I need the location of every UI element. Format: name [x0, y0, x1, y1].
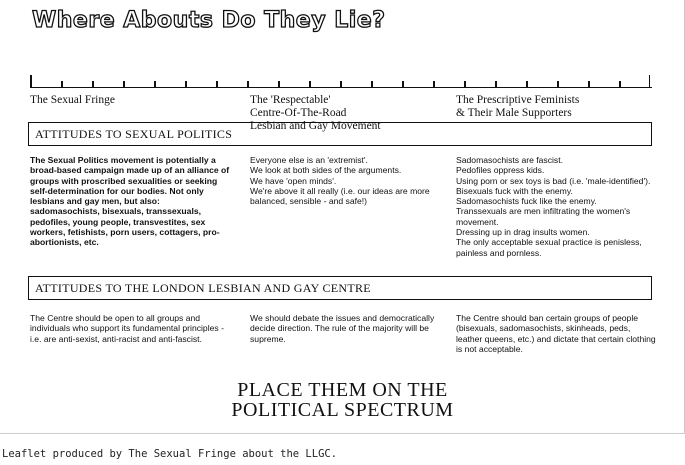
text-line: We're above it all really (i.e. our ideas are more balanced, sensible - and safe!) — [250, 185, 430, 207]
feminists-sexual-politics-text — [456, 155, 656, 258]
feminists-llgc-text: The Centre should ban certain groups of people (bisexuals, sadomasochists, skinheads, peds, leather queens, etc.) and dictate that certain clothing is not acceptable. — [456, 313, 656, 354]
heading-line: The 'Respectable' — [250, 94, 331, 106]
text-line: Pedofiles oppress kids. — [456, 165, 545, 176]
scale-tick — [185, 81, 187, 87]
image-caption: Leaflet produced by The Sexual Fringe about the LLGC. — [2, 448, 338, 460]
centre-llgc-text: We should debate the issues and democratically decide direction. The rule of the majority will be supreme. — [250, 313, 435, 344]
text-line: Dressing up in drag insults women. — [456, 227, 590, 238]
scale-tick — [154, 81, 156, 87]
scale-tick — [433, 81, 435, 87]
text-line: We look at both sides of the arguments. — [250, 165, 402, 176]
scale-tick — [30, 75, 32, 87]
text-line: Using porn or sex toys is bad (i.e. 'male-identified'). — [456, 175, 651, 186]
scale-tick — [61, 81, 63, 87]
heading-line: & Their Male Supporters — [456, 107, 572, 119]
scale-tick — [123, 81, 125, 87]
scale-tick — [649, 75, 651, 87]
scale-tick — [402, 81, 404, 87]
scale-tick — [619, 81, 621, 87]
scale-tick — [247, 81, 249, 87]
text-line: Everyone else is an 'extremist'. — [250, 155, 368, 165]
text-line: Bisexuals fuck with the enemy. — [456, 185, 573, 196]
section-heading-sexual-politics: ATTITUDES TO SEXUAL POLITICS — [28, 122, 652, 146]
text-line: We have 'open minds'. — [250, 175, 337, 186]
heading-line: Centre-Of-The-Road — [250, 107, 347, 119]
scale-tick — [278, 81, 280, 87]
heading-line: The Prescriptive Feminists — [456, 94, 580, 106]
scale-tick — [588, 81, 590, 87]
scale-tick — [309, 81, 311, 87]
scale-tick — [340, 81, 342, 87]
column-heading-feminists — [456, 94, 579, 120]
call-to-action — [0, 380, 685, 420]
centre-sexual-politics-text — [250, 155, 450, 206]
call-to-action-line: PLACE THEM ON THE — [237, 379, 448, 401]
scale-tick — [495, 81, 497, 87]
call-to-action-line: POLITICAL SPECTRUM — [231, 399, 454, 421]
scale-tick — [371, 81, 373, 87]
fringe-sexual-politics-text: The Sexual Politics movement is potentially a broad-based campaign made up of an alliance of groups with proscribed sexualities or seeking self-determination for our bodies. Not only lesbians and gay men, but also: sadomasochists, bisexuals, transsexuals, pedofiles, young people, transvestites, sex workers, fetishists, porn users, cottagers, pro-abortionists, etc. — [30, 155, 230, 248]
section-heading-llgc: ATTITUDES TO THE LONDON LESBIAN AND GAY CENTRE — [28, 276, 652, 300]
scale-tick — [92, 81, 94, 87]
text-line: Transsexuals are men infiltrating the women's movement. — [456, 206, 631, 227]
heading-line: Lesbian and Gay Movement — [250, 120, 381, 132]
fringe-llgc-text: The Centre should be open to all groups and individuals who support its fundamental principles - i.e. are anti-sexist, anti-racist and anti-fascist. — [30, 313, 224, 344]
scale-tick — [526, 81, 528, 87]
scale-tick — [216, 81, 218, 87]
spectrum-scale — [30, 76, 652, 88]
text-line: Sadomasochists are fascist. — [456, 155, 563, 165]
leaflet-title: Where Abouts Do They Lie? — [32, 8, 386, 33]
scale-tick — [557, 81, 559, 87]
column-heading-fringe: The Sexual Fringe — [30, 94, 115, 106]
text-line: Sadomasochists fuck like the enemy. — [456, 196, 597, 207]
scale-tick — [464, 81, 466, 87]
text-line: The only acceptable sexual practice is penisless, painless and pornless. — [456, 237, 642, 258]
